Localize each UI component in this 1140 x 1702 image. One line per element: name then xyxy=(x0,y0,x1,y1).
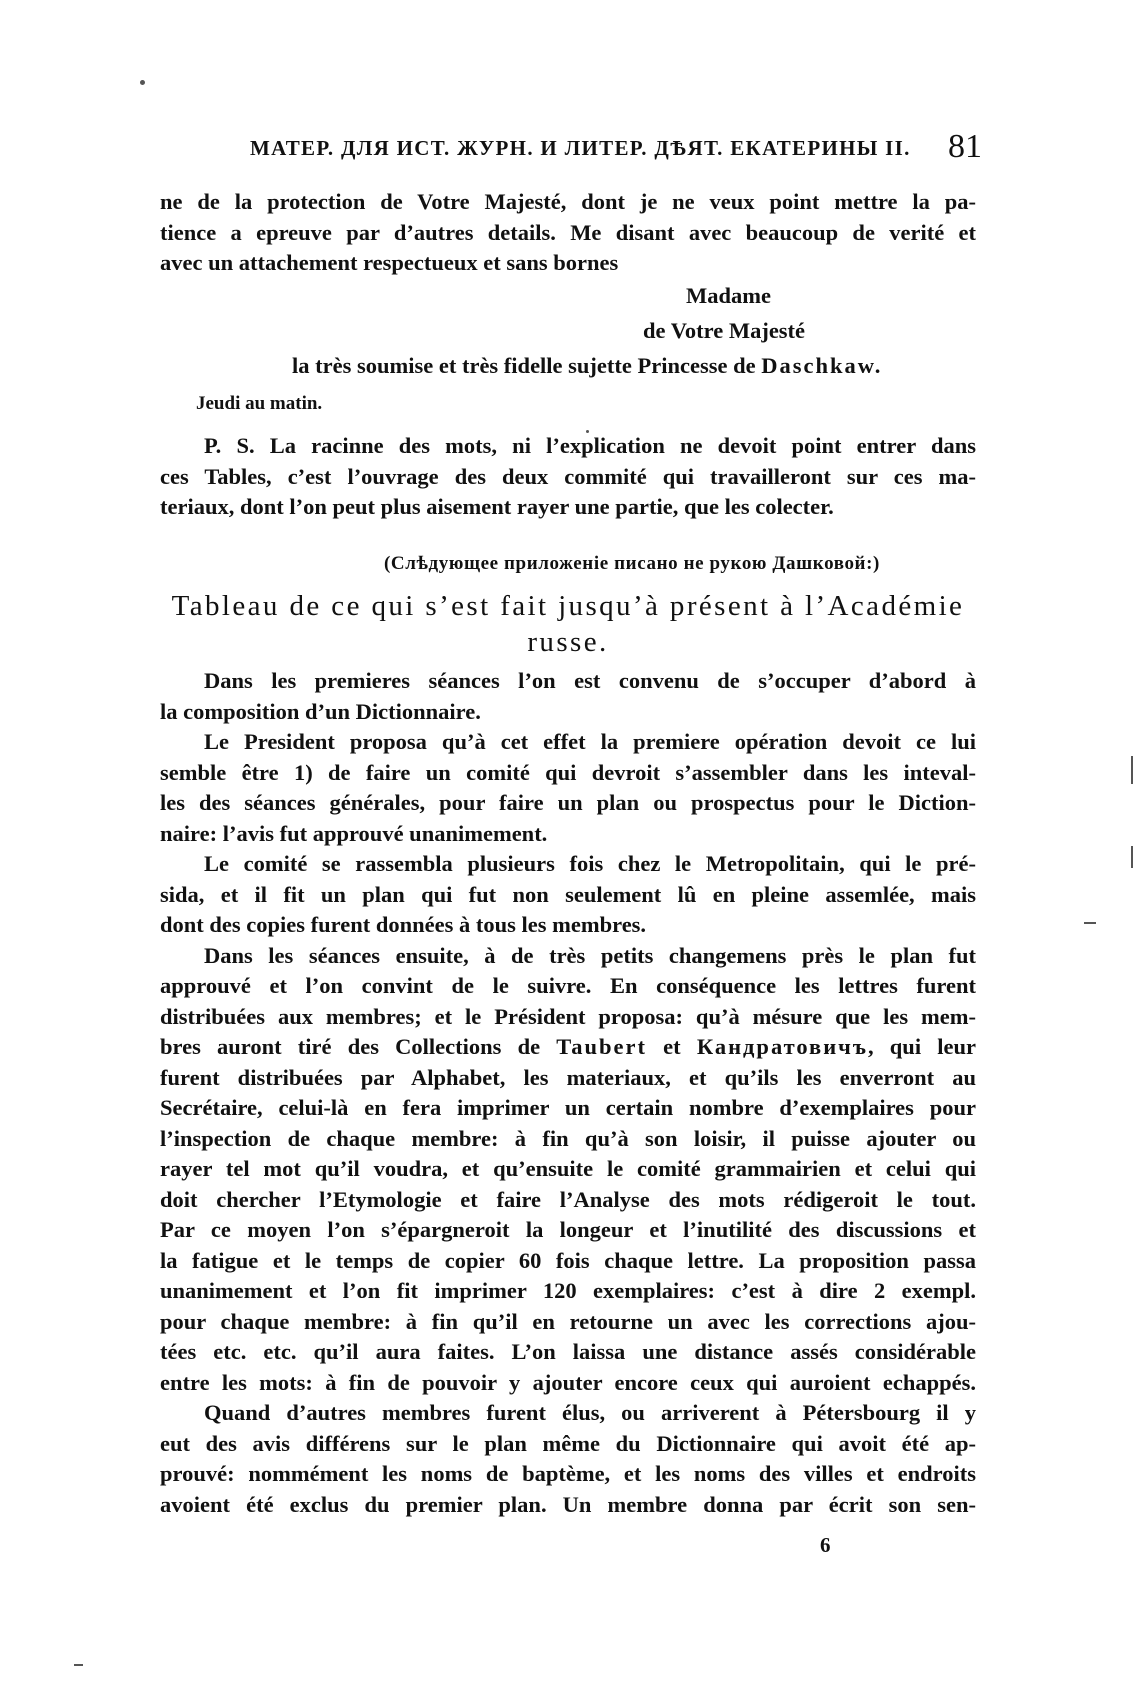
text-line: pour chaque membre: à fin qu’il en retourne un avec les corrections ajou- xyxy=(160,1308,976,1334)
text-line xyxy=(160,1032,976,1063)
spaced-name: Taubert xyxy=(556,1034,647,1059)
text-line: sida, et il fit un plan qui fut non seulement lû en pleine assemlée, mais xyxy=(160,881,976,907)
running-title: МАТЕР. ДЛЯ ИСТ. ЖУРН. И ЛИТЕР. ДѢЯТ. ЕКАТЕРИНЫ II. xyxy=(250,136,911,160)
text-line: ne de la protection de Votre Majesté, dont je ne veux point mettre la pa- xyxy=(160,189,976,214)
text-line: Quand d’autres membres furent élus, ou arriverent à Pétersbourg il y xyxy=(204,1400,976,1425)
text-line: Par ce moyen l’on s’épargneroit la longeur et l’inutilité des discussions et xyxy=(160,1217,976,1242)
text-line: tées etc. etc. qu’il aura faites. L’on laissa une distance assés considérable xyxy=(160,1339,976,1364)
text-line: Le comité se rassembla plusieurs fois chez le Metropolitain, qui le pré- xyxy=(204,851,976,876)
text-line: l’inspection de chaque membre: à fin qu’à son loisir, il puisse ajouter ou xyxy=(160,1125,976,1151)
margin-line xyxy=(1131,846,1133,868)
text-line: unanimement et l’on fit imprimer 120 exemplaires: c’est à dire 2 exempl. xyxy=(160,1278,976,1303)
text-line: distribuées aux membres; et le Président proposa: qu’à mésure que les mem- xyxy=(160,1003,976,1029)
text-line: tience a epreuve par d’autres details. Me disant avec beaucoup de verité et xyxy=(160,219,976,245)
heading-line: Tableau de ce qui s’est fait jusqu’à présent à l’Académie xyxy=(171,590,965,622)
text-line: P. S. La racinne des mots, ni l’explication ne devoit point entrer dans xyxy=(204,433,976,458)
text-line: rayer tel mot qu’il voudra, et qu’ensuite le comité grammairien et celui qui xyxy=(160,1156,976,1181)
text-line: avec un attachement respectueux et sans bornes xyxy=(160,250,619,275)
text-line: prouvé: nommément les noms de baptème, et les noms des villes et endroits xyxy=(160,1461,976,1486)
editorial-note: (Слѣдующее приложеніе писано не рукою Дашковой:) xyxy=(384,553,880,574)
margin-dash xyxy=(1084,922,1096,924)
text-line: approuvé et l’on convint de le suivre. En conséquence les lettres furent xyxy=(160,973,976,998)
signature-line xyxy=(292,353,976,379)
closing-address: de Votre Majesté xyxy=(643,318,806,343)
text-line: furent distribuées par Alphabet, les materiaux, et qu’ils les enverront au xyxy=(160,1064,976,1090)
signature-name: Daschkaw. xyxy=(761,353,883,378)
text-line: entre les mots: à fin de pouvoir y ajouter encore ceux qui auroient echappés. xyxy=(160,1369,976,1395)
dateline: Jeudi au matin. xyxy=(196,393,323,414)
text-run: , qui leur xyxy=(867,1034,976,1059)
text-line: ces Tables, c’est l’ouvrage des deux commité qui travailleront sur ces ma- xyxy=(160,463,976,489)
signature-mark: 6 xyxy=(820,1533,831,1557)
letter-continuation xyxy=(160,187,976,279)
margin-dash xyxy=(74,1664,83,1666)
text-line: eut des avis différens sur le plan même du Dictionnaire qui avoit été ap- xyxy=(160,1430,976,1456)
closing-salutation: Madame xyxy=(686,283,771,308)
text-line: dont des copies furent données à tous les membres. xyxy=(160,912,647,937)
heading-line: russe. xyxy=(527,626,609,658)
text-line: naire: l’avis fut approuvé unanimement. xyxy=(160,820,548,846)
text-line: Secrétaire, celui-là en fera imprimer un certain nombre d’exemplaires pour xyxy=(160,1095,976,1120)
text-line: avoient été exclus du premier plan. Un membre donna par écrit son sen- xyxy=(160,1491,976,1517)
scan-speck xyxy=(586,430,589,433)
text-run: bres auront tiré des Collections de xyxy=(160,1034,557,1059)
signature-prefix: la très soumise et très fidelle sujette Princesse de xyxy=(292,353,762,378)
postscript xyxy=(160,431,976,523)
text-line: la composition d’un Dictionnaire. xyxy=(160,698,481,724)
text-line: Le President proposa qu’à cet effet la premiere opération devoit ce lui xyxy=(204,729,976,754)
text-line: doit chercher l’Etymologie et faire l’Analyse des mots rédigeroit le tout. xyxy=(160,1186,976,1212)
text-line: semble être 1) de faire un comité qui devroit s’assembler dans les inteval- xyxy=(160,759,976,785)
main-text xyxy=(160,666,976,1520)
text-line: Dans les séances ensuite, à de très petits changemens près le plan fut xyxy=(204,942,976,968)
scan-speck xyxy=(140,80,145,85)
margin-line xyxy=(1131,756,1133,784)
running-header xyxy=(160,128,1000,168)
text-line: la fatigue et le temps de copier 60 fois chaque lettre. La proposition passa xyxy=(160,1247,976,1273)
text-run: et xyxy=(646,1034,697,1059)
text-line: teriaux, dont l’on peut plus aisement rayer une partie, que les colecter. xyxy=(160,494,834,519)
text-line: Dans les premieres séances l’on est convenu de s’occuper d’abord à xyxy=(204,668,976,693)
spaced-name: Кандратовичъ xyxy=(696,1034,868,1059)
section-heading xyxy=(160,588,976,660)
text-line: les des séances générales, pour faire un plan ou prospectus pour le Diction- xyxy=(160,790,976,815)
page-number: 81 xyxy=(948,128,982,165)
